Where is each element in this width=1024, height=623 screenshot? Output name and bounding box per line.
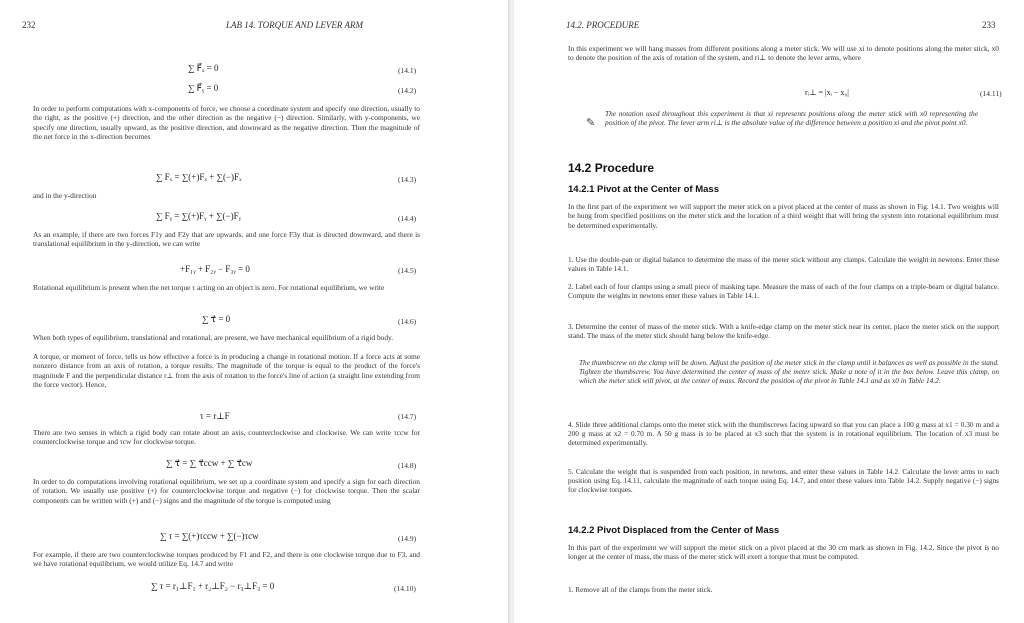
paragraph: A torque, or moment of force, tells us how effective a force is in producing a change in rotational motion. If a force acts at some nonzero distance from an axis of rotation, a torque results. The magnitude of the torque is equal to the product of the force's magnitude F and the perpendicular distance r⊥ from the axis of rotation to the force's line of action (a straight line extending from the force vector). Hence,	[33, 352, 420, 390]
left-page	[0, 0, 510, 623]
subsection-heading: 14.2.2 Pivot Displaced from the Center of Mass	[568, 525, 780, 536]
page-number: 233	[982, 20, 996, 30]
margin-note: The notation used throughout this experiment is that xi represents positions along the meter stick with x0 representing the position of the pivot. The lever arm ri⊥ is the absolute value of the difference between a position xi and the pivot point x0.	[605, 109, 978, 128]
equation-number: (14.3)	[398, 175, 417, 184]
procedure-step: The thumbscrew on the clamp will be down. Adjust the position of the meter stick in the clamp until it balances as well as possible in the stand. Tighten the thumbscrew. You have determined the center of mass of the meter stick. Make a note of it in the box below. Leave this clamp, on which the meter stick will pivot, at the center of mass. Record the position of the pivot in Table 14.1 and as x0 in Table 14.2.	[579, 358, 999, 386]
procedure-step: 1. Use the double-pan or digital balance to determine the mass of the meter stick without any clamps. Calculate the weight in newtons. Enter these values in Table 14.1.	[568, 255, 999, 274]
equation: ∑ Fᵧ = ∑(+)Fᵧ + ∑(−)Fᵧ	[156, 211, 241, 221]
paragraph: For example, if there are two counterclockwise torques produced by F1 and F2, and there is one clockwise torque due to F3, and we have rotational equilibrium, we would utilize Eq. 14.7 and write	[33, 550, 420, 569]
equation-number: (14.7)	[398, 412, 417, 421]
equation-number: (14.2)	[398, 86, 417, 95]
paragraph: In this part of the experiment we will support the meter stick on a pivot placed at the 30 cm mark as shown in Fig. 14.2. Since the pivot is no longer at the center of mass, the mass of the meter stick will exert a torque that must be computed.	[568, 543, 999, 562]
paragraph: In order to do computations involving rotational equilibrium, we set up a coordinate system and specify a sign for each direction of rotation. We usually use positive (+) for counterclockwise torque and negative (−) for clockwise torque. Then the scalar components can be written with (+) and (−) signs and the magnitude of the torque is computed using	[33, 477, 420, 505]
paragraph: In order to perform computations with x-components of force, we choose a coordinate system and specify one direction, usually to the right, as the positive (+) direction, and the other direction as the negative (−) direction. Similarly, with y-components, we specify one direction, usually upward, as the positive direction, and downward as the negative direction. Then the magnitude of the net force in the x-direction becomes	[33, 104, 420, 142]
procedure-step: 5. Calculate the weight that is suspended from each position, in newtons, and enter these values in Table 14.2. Calculate the lever arms to each position using Eq. 14.11, calculate the magnitude of each torque using Eq. 14.7, and enter these values into Table 14.2. Supply negative (−) signs for clockwise torques.	[568, 467, 999, 495]
paragraph: There are two senses in which a rigid body can rotate about an axis, counterclockwise and clockwise. We can write τccw for counterclockwise torque and τcw for clockwise torque.	[33, 428, 420, 447]
equation-number: (14.4)	[398, 214, 417, 223]
note-icon: ✎	[586, 117, 596, 129]
equation: ∑ τ⃗ = ∑ τ⃗ccw + ∑ τ⃗cw	[166, 458, 253, 468]
procedure-step: 2. Label each of four clamps using a small piece of masking tape. Measure the mass of each of the four clamps on a triple-beam or digital balance. Compute the weights in newtons enter these values in Table 14.1.	[568, 282, 999, 301]
equation-number: (14.1)	[398, 66, 417, 75]
equation: ∑ τ = ∑(+)τccw + ∑(−)τcw	[160, 531, 259, 541]
procedure-step: 3. Determine the center of mass of the meter stick. With a knife-edge clamp on the meter stick near its center, place the meter stick on the support stand. The mass of the meter stick should hang below the knife-edge.	[568, 322, 999, 341]
paragraph: In the first part of the experiment we will support the meter stick on a pivot placed at the center of mass as shown in Fig. 14.1. Two weights will be hung from specified positions on the meter stick and the location of a third weight that will bring the system into rotational equilibrium must be determined experimentally.	[568, 202, 999, 230]
subsection-heading: 14.2.1 Pivot at the Center of Mass	[568, 184, 719, 195]
equation-number: (14.10)	[394, 584, 416, 593]
equation: rᵢ⊥ = |xᵢ − x₀|	[805, 88, 849, 97]
equation: ∑ τ = r₁⊥F₁ + r₂⊥F₂ − r₃⊥F₃ = 0	[151, 581, 275, 591]
equation-number: (14.11)	[980, 89, 1002, 98]
procedure-step: 1. Remove all of the clamps from the meter stick.	[568, 585, 713, 594]
paragraph: As an example, if there are two forces F1y and F2y that are upwards, and one force F3y that is directed downward, and there is translational equilibrium in the y-direction, we can write	[33, 230, 420, 249]
paragraph: Rotational equilibrium is present when the net torque τ acting on an object is zero. For rotational equilibrium, we write	[33, 283, 385, 292]
equation-number: (14.8)	[398, 461, 417, 470]
page-number: 232	[22, 20, 36, 30]
running-head: LAB 14. TORQUE AND LEVER ARM	[226, 20, 363, 30]
equation: ∑ Fₓ = ∑(+)Fₓ + ∑(−)Fₓ	[156, 172, 242, 182]
running-head: 14.2. PROCEDURE	[566, 20, 640, 30]
procedure-step: 4. Slide three additional clamps onto the meter stick with the thumbscrews facing upward so that you can place a 100 g mass at x1 = 0.30 m and a 200 g mass at x2 = 0.70 m. A 50 g mass is to be placed at x3 such that the system is in rotational equilibrium. The location of x3 must be determined experimentally.	[568, 420, 999, 448]
paragraph: When both types of equilibrium, translational and rotational, are present, we have mechanical equilibrium of a rigid body.	[33, 333, 394, 342]
paragraph: and in the y-direction	[33, 191, 97, 200]
equation: +F₁ᵧ + F₂ᵧ − F₃ᵧ = 0	[180, 264, 250, 274]
equation-number: (14.6)	[398, 317, 417, 326]
equation: ∑ F⃗ₓ = 0	[188, 63, 219, 73]
section-heading: 14.2 Procedure	[568, 161, 655, 175]
equation-number: (14.5)	[398, 266, 417, 275]
equation: ∑ τ⃗ = 0	[202, 314, 231, 324]
equation: τ = r⊥F	[200, 411, 230, 421]
equation-number: (14.9)	[398, 534, 417, 543]
paragraph: In this experiment we will hang masses from different positions along a meter stick. We will use xi to denote positions along the meter stick, x0 to denote the position of the axis of rotation of the system, and ri⊥ to denote the lever arms, where	[568, 44, 999, 63]
equation: ∑ F⃗ᵧ = 0	[188, 83, 219, 93]
right-page	[514, 0, 1024, 623]
